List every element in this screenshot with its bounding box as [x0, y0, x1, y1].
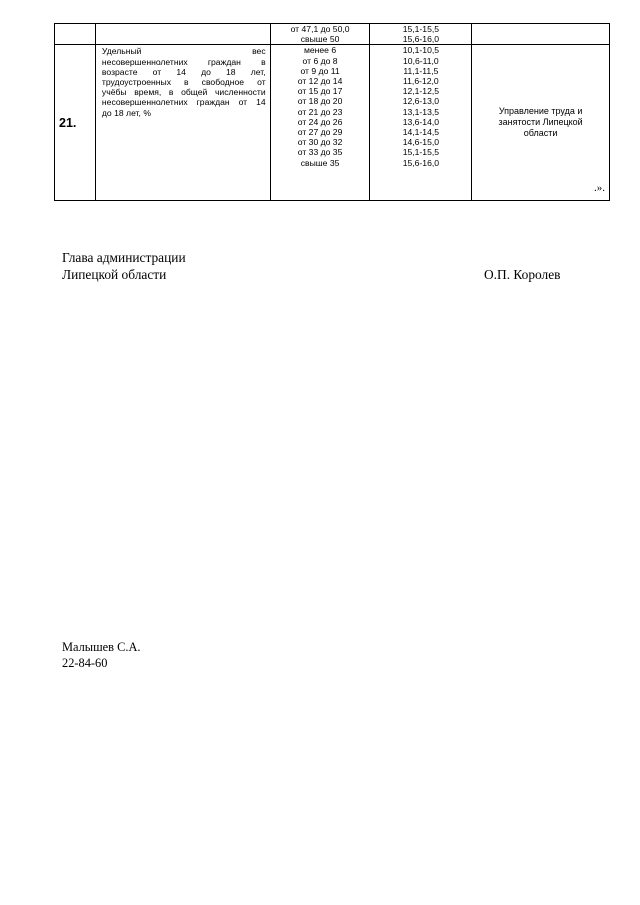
position-line: Липецкой области — [62, 266, 167, 282]
table-row — [55, 45, 610, 201]
description-line: возрасте от 14 до 18 лет, — [101, 66, 266, 77]
criteria-table — [54, 23, 610, 201]
range-value: от 15 до 17 — [297, 86, 343, 97]
signatory-position — [62, 250, 186, 283]
description-line: до 18 лет, % — [101, 107, 151, 118]
description-line: несовершеннолетних граждан в — [101, 56, 266, 67]
score-value: 14,6-15,0 — [402, 137, 440, 148]
organization-cell — [472, 24, 610, 45]
position-line: Глава администрации — [62, 250, 186, 265]
range-value: от 21 до 23 — [297, 106, 343, 117]
organization-line: области — [523, 128, 558, 139]
executor-block — [62, 640, 141, 671]
description-line: несовершеннолетних граждан от 14 — [101, 97, 266, 108]
score-value: 15,6-16,0 — [402, 157, 440, 168]
signatory-name: О.П. Королев — [484, 266, 561, 282]
organization-line: Управление труда и — [498, 106, 583, 117]
range-cell — [270, 45, 370, 201]
range-value: от 18 до 20 — [297, 96, 343, 107]
description-line: учёбы время, в общей численности — [101, 87, 266, 98]
range-value: от 27 до 29 — [297, 127, 343, 138]
score-value: 11,1-11,5 — [403, 65, 439, 76]
range-value: свыше 50 — [300, 34, 340, 45]
score-value: 15,1-15,5 — [402, 24, 440, 34]
range-value: свыше 35 — [300, 157, 340, 168]
responsible-organization — [472, 45, 610, 201]
range-value: от 30 до 32 — [297, 137, 343, 148]
score-value: 13,1-13,5 — [402, 106, 440, 117]
score-value: 12,6-13,0 — [402, 96, 440, 107]
range-value: от 24 до 26 — [297, 116, 343, 127]
range-value: от 12 до 14 — [297, 76, 343, 87]
range-value: от 9 до 11 — [300, 65, 340, 76]
executor-name: Малышев С.А. — [62, 640, 141, 654]
range-value: от 47,1 до 50,0 — [290, 24, 350, 34]
score-value: 12,1-12,5 — [402, 86, 440, 97]
score-value: 13,6-14,0 — [402, 116, 440, 127]
indicator-description — [95, 45, 270, 201]
description-cell — [95, 24, 270, 45]
executor-phone: 22-84-60 — [62, 655, 108, 670]
score-value: 15,6-16,0 — [402, 34, 440, 45]
score-value: 15,1-15,5 — [402, 147, 440, 158]
description-line: Удельный вес — [101, 46, 266, 57]
score-value: 14,1-14,5 — [402, 127, 440, 138]
score-value: 10,1-10,5 — [402, 45, 440, 56]
description-line: трудоустроенных в свободное от — [101, 77, 266, 88]
organization-line: занятости Липецкой — [498, 117, 583, 128]
range-value: от 33 до 35 — [297, 147, 343, 158]
score-value: 11,6-12,0 — [403, 76, 439, 87]
row-number: 21. — [55, 45, 96, 201]
closing-quote-mark: .». — [594, 182, 605, 194]
score-cell — [370, 24, 472, 45]
table-row — [55, 24, 610, 45]
score-value: 10,6-11,0 — [403, 55, 439, 66]
range-cell — [270, 24, 370, 45]
score-cell — [370, 45, 472, 201]
row-number-cell — [55, 24, 96, 45]
range-value: менее 6 — [303, 45, 337, 56]
range-value: от 6 до 8 — [302, 55, 338, 66]
